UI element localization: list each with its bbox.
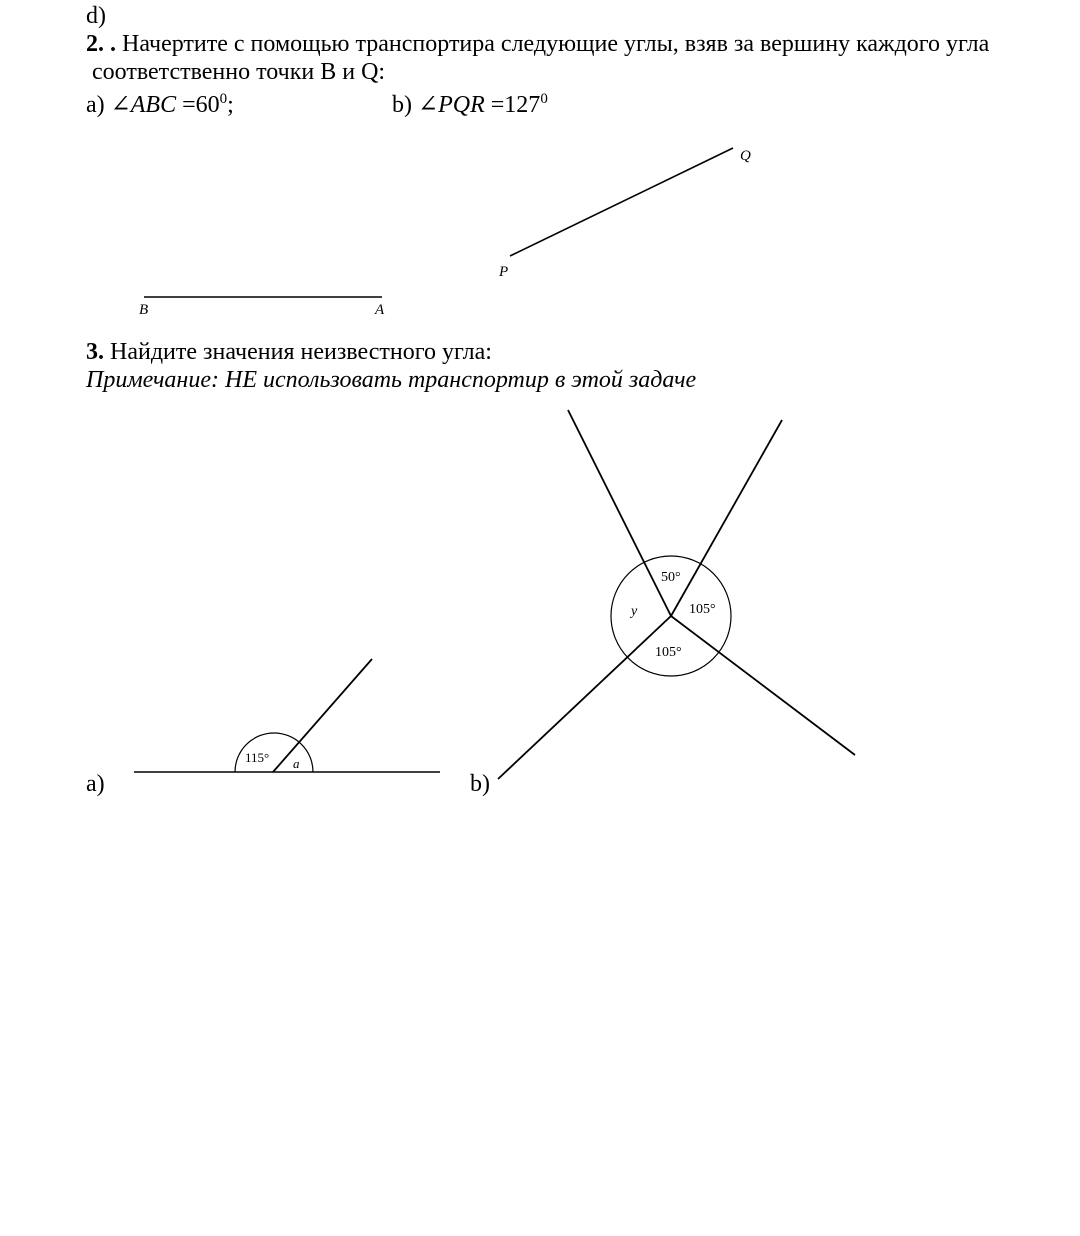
ray-lower-left (498, 616, 671, 779)
task2-part-a-eq: =60 (176, 92, 220, 118)
ray-upper-right (671, 420, 782, 616)
angle-115-label: 115° (245, 750, 270, 765)
task3-number: 3. (86, 339, 104, 365)
task2-number: 2. . (86, 31, 116, 57)
task2-part-a-label: a) (86, 92, 105, 118)
task2-part-a-deg: 0 (219, 91, 228, 107)
task3-part-a-label: a) (86, 771, 105, 797)
figure-3a (134, 659, 440, 772)
angle-105-bottom-label: 105° (655, 645, 682, 660)
task2-part-b-label: b) (392, 92, 412, 118)
label-q: Q (740, 148, 751, 164)
task3-text: Найдите значения неизвестного угла: (110, 339, 492, 365)
angle-y-label: y (631, 604, 638, 619)
segment-ba-figure (139, 297, 385, 318)
angle-a-label: a (293, 756, 300, 771)
task3-part-b-label: b) (470, 771, 490, 797)
task2-part-b-eq: =127 (484, 92, 541, 118)
ray-line (273, 659, 372, 772)
ray-lower-right (671, 616, 855, 755)
figure-3b (498, 410, 855, 779)
item-d-label: d) (86, 3, 106, 29)
label-a: A (375, 302, 385, 318)
angle-105-right-label: 105° (689, 602, 716, 617)
label-b: B (139, 302, 149, 318)
task2-text-line1: Начертите с помощью транспортира следующие углы, взяв за вершину каждого угла (122, 31, 990, 57)
angle-50-label: 50° (661, 570, 681, 585)
task2-part-b-angle: ∠PQR (418, 92, 485, 118)
label-p: P (499, 264, 509, 280)
segment-pq (510, 148, 733, 256)
segment-pq-figure (498, 148, 751, 280)
task2-part-b-deg: 0 (540, 91, 548, 107)
task3-note: Примечание: НЕ использовать транспортир в этой задаче (86, 367, 697, 393)
task2-line2: соответственно точки B и Q: (92, 59, 386, 85)
task2-part-a-end: ; (227, 92, 234, 118)
task2-part-a-angle: ∠ABC (110, 92, 177, 118)
